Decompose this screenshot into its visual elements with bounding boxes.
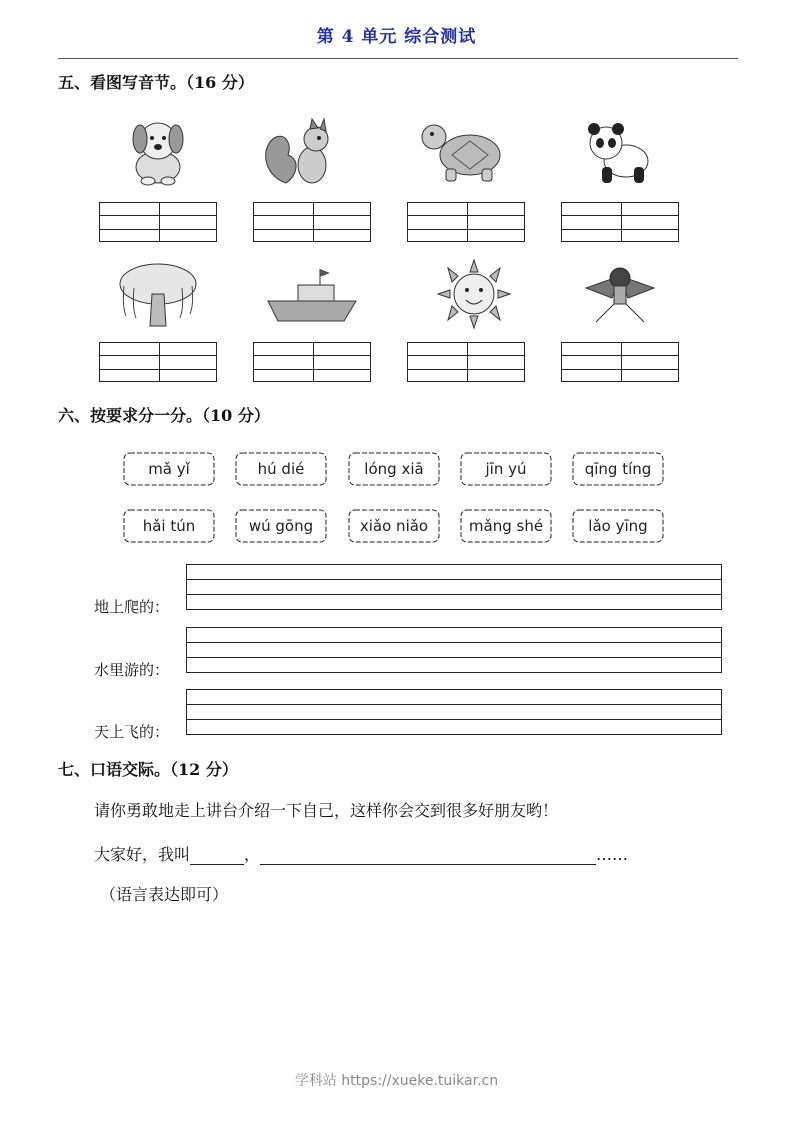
- boat-icon: [264, 265, 360, 337]
- flying-answer-lines[interactable]: [186, 689, 722, 735]
- category-label-sky: 天上飞的：: [94, 723, 170, 741]
- pinyin-answer-grid[interactable]: [253, 202, 371, 242]
- header-divider: [58, 58, 738, 59]
- crawling-answer-lines[interactable]: [186, 564, 722, 610]
- section-six-heading: 六、按要求分一分。（10 分）: [58, 406, 270, 425]
- sun-icon: [426, 258, 522, 330]
- section-five-heading: 五、看图写音节。（16 分）: [58, 73, 254, 92]
- swimming-answer-lines[interactable]: [186, 627, 722, 673]
- category-label-water: 水里游的：: [94, 661, 170, 679]
- puppy-icon: [110, 115, 206, 187]
- pinyin-card[interactable]: lóng xiā: [347, 451, 441, 487]
- pinyin-answer-grid[interactable]: [253, 342, 371, 382]
- footer-watermark: 学科站 https://xueke.tuikar.cn: [294, 1073, 499, 1089]
- kite-icon: [572, 258, 668, 330]
- page-title: 第 4 单元 综合测试: [316, 27, 477, 47]
- answer-note: （语言表达即可）: [100, 885, 229, 904]
- pinyin-answer-grid[interactable]: [561, 202, 679, 242]
- pinyin-card[interactable]: wú gōng: [234, 508, 328, 544]
- pinyin-card[interactable]: xiǎo niǎo: [347, 508, 441, 544]
- pinyin-card[interactable]: jīn yú: [459, 451, 553, 487]
- panda-icon: [572, 115, 668, 187]
- squirrel-icon: [256, 115, 352, 187]
- pinyin-card[interactable]: mǎ yǐ: [122, 451, 216, 487]
- section-seven-heading: 七、口语交际。（12 分）: [58, 760, 238, 779]
- speaking-prompt: 请你勇敢地走上讲台介绍一下自己，这样你会交到很多好朋友哟！: [94, 801, 559, 820]
- pinyin-answer-grid[interactable]: [407, 342, 525, 382]
- pinyin-card[interactable]: qīng tíng: [571, 451, 665, 487]
- pinyin-answer-grid[interactable]: [99, 202, 217, 242]
- name-blank[interactable]: [190, 848, 244, 865]
- pinyin-answer-grid[interactable]: [407, 202, 525, 242]
- pinyin-card[interactable]: hú dié: [234, 451, 328, 487]
- pinyin-card[interactable]: mǎng shé: [459, 508, 553, 544]
- pinyin-card[interactable]: lǎo yīng: [571, 508, 665, 544]
- pinyin-answer-grid[interactable]: [99, 342, 217, 382]
- turtle-icon: [412, 115, 508, 187]
- self-intro-starter: 大家好，我叫 ， ……: [94, 845, 629, 864]
- pinyin-answer-grid[interactable]: [561, 342, 679, 382]
- category-label-ground: 地上爬的：: [94, 598, 170, 616]
- pinyin-card[interactable]: hǎi tún: [122, 508, 216, 544]
- intro-blank[interactable]: [260, 848, 596, 865]
- willow-tree-icon: [110, 258, 206, 330]
